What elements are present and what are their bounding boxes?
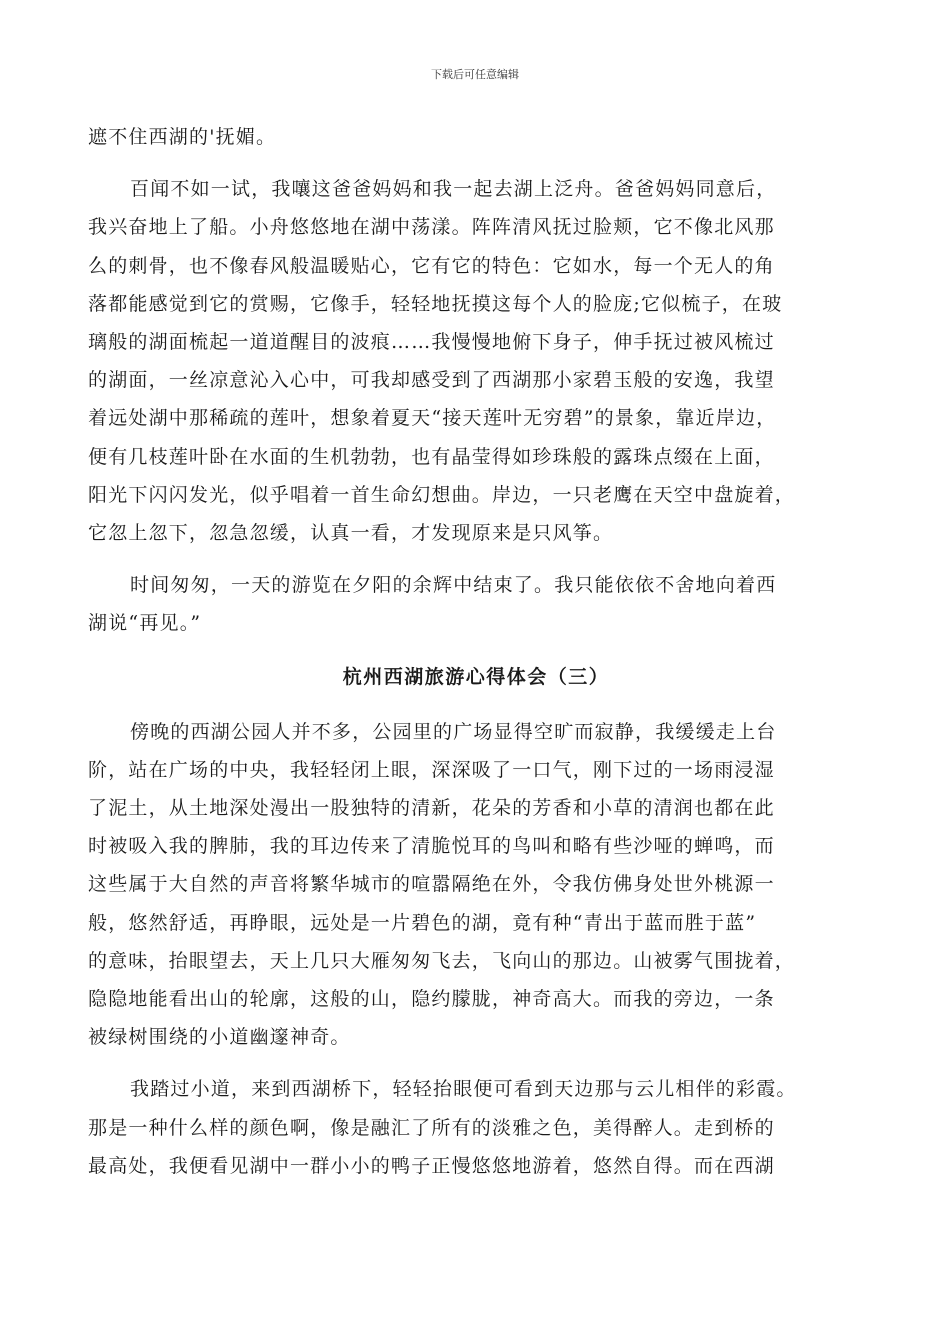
section-title: 杭州西湖旅游心得体会（三） (342, 666, 610, 689)
paragraph-bridge (88, 1070, 864, 1185)
text-line: 被绿树围绕的小道幽邃神奇。 (88, 1026, 351, 1049)
text-line: 阳光下闪闪发光，似乎唱着一首生命幻想曲。岸边，一只老鹰在天空中盘旋着， (88, 483, 796, 506)
text-line: 傍晚的西湖公园人并不多，公园里的广场显得空旷而寂静，我缓缓走上台 (130, 720, 777, 743)
text-line: 百闻不如一试，我嚷这爸爸妈妈和我一起去湖上泛舟。爸爸妈妈同意后， (130, 178, 777, 201)
text-line: 这些属于大自然的声音将繁华城市的喧嚣隔绝在外，令我仿佛身处世外桃源一 (88, 873, 775, 896)
paragraph-evening-park (88, 713, 864, 1057)
page-header: 下载后可任意编辑 (431, 68, 519, 81)
paragraph-boating (88, 170, 864, 552)
text-line: 般，悠然舒适，再睁眼，远处是一片碧色的湖，竟有种“青出于蓝而胜于蓝” (88, 911, 757, 934)
text-line: 我踏过小道，来到西湖桥下，轻轻抬眼便可看到天边那与云儿相伴的彩霞。 (130, 1078, 797, 1101)
text-line: 落都能感觉到它的赏赐，它像手，轻轻地抚摸这每个人的脸庞;它似梳子，在玻 (88, 292, 783, 315)
text-line: 的意味，抬眼望去，天上几只大雁匆匆飞去，飞向山的那边。山被雾气围拢着， (88, 949, 796, 972)
paragraph-farewell (88, 566, 864, 642)
text-line: 那是一种什么样的颜色啊，像是融汇了所有的淡雅之色，美得醉人。走到桥的 (88, 1116, 775, 1139)
text-line: 便有几枝莲叶卧在水面的生机勃勃，也有晶莹得如珍珠般的露珠点缀在上面， (88, 445, 775, 468)
text-line: 阶，站在广场的中央，我轻轻闭上眼，深深吸了一口气，刚下过的一场雨浸湿 (88, 758, 775, 781)
text-line: 着远处湖中那稀疏的莲叶，想象着夏天“接天莲叶无穷碧”的景象，靠近岸边， (88, 407, 777, 430)
text-line: 最高处，我便看见湖中一群小小的鸭子正慢悠悠地游着，悠然自得。而在西湖 (88, 1154, 775, 1177)
text-line: 湖说“再见。” (88, 612, 202, 635)
text-line: 么的刺骨，也不像春风般温暖贴心，它有它的特色：它如水，每一个无人的角 (88, 254, 775, 277)
text-line: 我兴奋地上了船。小舟悠悠地在湖中荡漾。阵阵清风抚过脸颊，它不像北风那 (88, 216, 775, 239)
text-line: 它忽上忽下，忽急忽缓，认真一看，才发现原来是只风筝。 (88, 521, 614, 544)
paragraph-intro-end (88, 118, 864, 156)
text-line: 璃般的湖面梳起一道道醒目的波痕……我慢慢地俯下身子，伸手抚过被风梳过 (88, 330, 775, 353)
text-line: 时被吸入我的脾肺，我的耳边传来了清脆悦耳的鸟叫和略有些沙哑的蝉鸣，而 (88, 835, 775, 858)
document-body (88, 118, 864, 1185)
text-line: 隐隐地能看出山的轮廓，这般的山，隐约朦胧，神奇高大。而我的旁边，一条 (88, 987, 775, 1010)
text-line: 遮不住西湖的'抚媚。 (88, 126, 277, 148)
text-line: 的湖面，一丝凉意沁入心中，可我却感受到了西湖那小家碧玉般的安逸，我望 (88, 369, 775, 392)
text-line: 了泥土，从土地深处漫出一股独特的清新，花朵的芳香和小草的清润也都在此 (88, 797, 775, 819)
text-line: 时间匆匆，一天的游览在夕阳的余辉中结束了。我只能依依不舍地向着西 (130, 574, 777, 597)
